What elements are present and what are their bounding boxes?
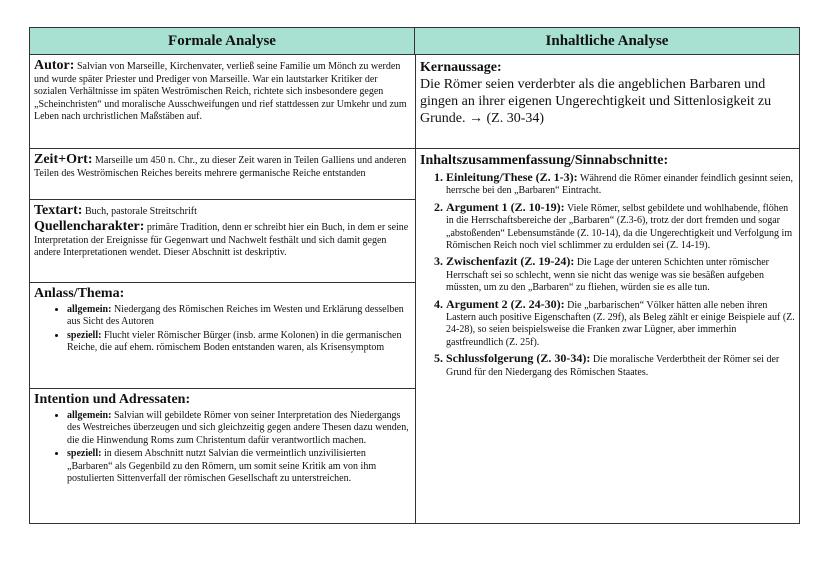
anlass-cell [30, 283, 415, 388]
list-item [67, 330, 411, 355]
item-key: allgemein: [67, 410, 112, 421]
header-formale-analyse: Formale Analyse [30, 28, 415, 55]
item-text: Viele Römer, selbst gebildete und wohlhabende, flöhen in die Herrschaftsbereiche der „Barbaren“ (Z.3-6), trotz der dort fremden und sogar „abstoßenden“ Lebensumstände (Z. 10-14), da die Ungerechtigkeit und Verfolgung im Römischen Reich noch viel schlimmer zu erdulden sei (Z. 14-19). [446, 202, 793, 252]
anlass-list [34, 304, 411, 355]
inhalt-label: Inhaltszusammenfassung/Sinnabschnitte: [420, 153, 669, 168]
item-key: speziell: [67, 329, 102, 341]
list-item [67, 304, 411, 329]
item-key: allgemein: [67, 304, 112, 315]
list-item [446, 298, 795, 350]
list-item [67, 448, 411, 485]
item-text: Niedergang des Römischen Reiches im Westen und Erklärung desselben aus Sicht des Autoren [67, 304, 404, 328]
item-heading: Argument 1 (Z. 10-19): [446, 199, 565, 214]
anlass-label: Anlass/Thema: [34, 286, 125, 301]
autor-label: Autor: [34, 58, 75, 73]
autor-text: Salvian von Marseille, Kirchenvater, verließ seine Familie um Mönch zu werden und wurde später Priester und Prediger von Marseille. War ein lautstarker Kritiker der sozialen Verhältnisse im späten Weströmischen Reich, richtete sich insbesondere gegen „Scheinchristen“ und moralische Ausschweifungen und rief stattdessen zur Umkehr und zum Leben nach urchristlichen Maßstäben auf. [34, 61, 407, 123]
quellencharakter-text: primäre Tradition, denn er schreibt hier ein Buch, in dem er seine Interpretation der Ereignisse für Gegenwart und Nachwelt festhält und sich damit gegen andere Interpretationen wendet. Dieser Abschnitt ist deskriptiv. [34, 222, 409, 259]
autor-cell [30, 55, 415, 148]
textart-label: Textart: [34, 203, 83, 218]
inhalt-cell [416, 149, 799, 523]
list-item [67, 410, 411, 447]
item-heading: Argument 2 (Z. 24-30): [446, 296, 565, 311]
item-text: Flucht vieler Römischer Bürger (insb. arme Kolonen) in die germanischen Reiche, die auf ehem. römischem Boden entstanden waren, als Krisensymptom [67, 329, 402, 354]
textart-text: Buch, pastorale Streitschrift [84, 206, 197, 217]
item-heading: Zwischenfazit (Z. 19-24): [446, 254, 575, 269]
textart-cell [30, 200, 415, 282]
quellencharakter-label: Quellencharakter: [34, 219, 145, 234]
kernaussage-cell [416, 55, 799, 148]
header-inhaltliche-analyse: Inhaltliche Analyse [415, 28, 799, 55]
intention-list [34, 410, 411, 485]
zeitort-cell [30, 149, 415, 199]
kernaussage-text: Die Römer seien verderbter als die angeblichen Barbaren und gingen an ihrer eigenen Ungerechtigkeit und Sittenlosigkeit zu Grunde. → (Z. 30-34) [420, 77, 772, 126]
zeitort-label: Zeit+Ort: [34, 152, 93, 167]
item-key: speziell: [67, 448, 102, 460]
list-item [446, 255, 795, 294]
list-item [446, 352, 795, 379]
item-heading: Einleitung/These (Z. 1-3): [446, 170, 578, 184]
item-text: Die „barbarischen“ Völker hätten alle neben ihren Lastern auch positive Eigenschaften (Z. 29f), als Beleg zählt er einige Beispiele auf (Z. 24-28), so seien beispielsweise die Franken zwar Lügner, aber immerhin gastfreundlich (Z. 25f). [446, 299, 795, 348]
intention-cell [30, 389, 415, 523]
item-text: Während die Römer einander feindlich gesinnt seien, herrsche bei den „Barbaren“ Eintracht. [446, 173, 793, 197]
item-text: Die moralische Verderbtheit der Römer sei der Grund für den Niedergang des Römischen Staates. [446, 354, 780, 378]
item-heading: Schlussfolgerung (Z. 30-34): [446, 351, 591, 366]
sinnabschnitte-list [420, 171, 795, 379]
item-text: Die Lage der unteren Schichten unter römischer Herrschaft sei so schlecht, wenn sie nicht das wenige was sie besäßen aufgeben müssten, um zu den „Barbaren“ zu fliehen, würden sie es alle tun. [446, 257, 769, 294]
intention-label: Intention und Adressaten: [34, 392, 191, 407]
kernaussage-label: Kernaussage: [420, 60, 502, 75]
item-text: in diesem Abschnitt nutzt Salvian die vermeintlich unzivilisierten „Barbaren“ als Gegenbild zu den Römern, um somit seine Kritik am von ihm postulierten Sittenverfall der römischen Gesellschaft zu unterstreichen. [67, 448, 377, 485]
analysis-table [29, 27, 800, 524]
item-text: Salvian will gebildete Römer von seiner Interpretation des Niedergangs des Westreiches überzeugen und sich gleichzeitig gegen andere Thesen dazu wenden, die die Hinwendung Roms zum Christentum dafür verantwortlich machen. [67, 410, 409, 446]
list-item [446, 201, 795, 253]
zeitort-text: Marseille um 450 n. Chr., zu dieser Zeit waren in Teilen Galliens und anderen Teilen des Weströmischen Reiches bereits mehrere germanische Reiche entstanden [34, 155, 407, 179]
list-item [446, 171, 795, 198]
